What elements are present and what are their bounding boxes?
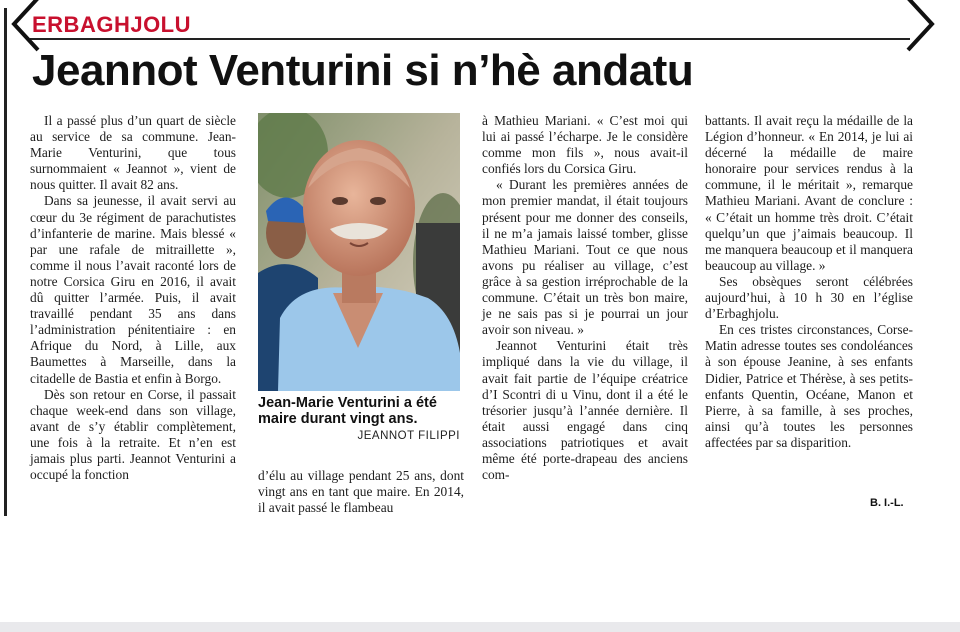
portrait-photo <box>258 113 460 391</box>
author-signature: B. I.-L. <box>870 497 904 509</box>
paragraph: Dans sa jeunesse, il avait servi au cœur du 3e régiment de parachutistes d’infanterie de marine. Mais blessé « par une rafale de mitraillette », comme il nous l’avait raconté lors de notre Corsica Giru en 2016, il avait dû quitter l’armée. Puis, il avait travaillé pendant 35 ans dans l’administration pénitentiaire : en Afrique du Nord, à Lille, aux Baumettes à Marseille, dans la citadelle de Bastia et enfin à Borgo. <box>30 193 236 386</box>
column-4 <box>705 113 913 451</box>
paragraph: Jeannot Venturini était très impliqué dans la vie du village, il avait fait partie de l’équipe créatrice d’I Scontri di u Vinu, dont il a été le trésorier jusqu’à l’année dernière. Il était aussi engagé dans cinq associations patriotiques et avait même été porte-drapeau des anciens com- <box>482 338 688 483</box>
chevron-right-icon[interactable] <box>900 0 940 54</box>
section-rule <box>30 38 910 40</box>
headline: Jeannot Venturini si n’hè andatu <box>32 46 694 95</box>
paragraph: En ces tristes circonstances, Corse-Matin adresse toutes ses condoléances à son épouse Jeanine, à ses enfants Didier, Patrice et Thérèse, à ses petits-enfants Quentin, Océane, Manon et Pierre, à sa famille, à ses proches, ainsi qu’à toutes les personnes affectées par sa disparition. <box>705 322 913 450</box>
paragraph: battants. Il avait reçu la médaille de la Légion d’honneur. « En 2014, je lui ai décerné la médaille de maire honoraire pour services rendus à la commune, il le méritait », remarque Mathieu Mariani. Avant de conclure : « C’était un homme très droit. C’était quelqu’un que j’aimais beaucoup. Il me manquera beaucoup et il manquera beaucoup au village. » <box>705 113 913 273</box>
paragraph: d’élu au village pendant 25 ans, dont vingt ans en tant que maire. En 2014, il avait passé le flambeau <box>258 468 464 516</box>
photo-credit: JEANNOT FILIPPI <box>357 430 460 442</box>
photo-caption: Jean-Marie Venturini a été maire durant vingt ans. <box>258 395 437 427</box>
paragraph: « Durant les premières années de mon premier mandat, il était toujours présent pour me donner des conseils, il ne m’a jamais laissé tomber, glisse Mathieu Mariani. Tout ce que nous avons pu réaliser au village, c’est grâce à sa gestion irréprochable de la commune. C’était un très bon maire, je ne sais pas si je pourrai un jour avoir son niveau. » <box>482 177 688 338</box>
column-2 <box>258 468 464 516</box>
paragraph: Il a passé plus d’un quart de siècle au service de sa commune. Jean-Marie Venturini, que tous surnommaient « Jeannot », vient de nous quitter. Il avait 82 ans. <box>30 113 236 193</box>
paragraph: à Mathieu Mariani. « C’est moi qui lui ai passé l’écharpe. Je le considère comme mon fils », nous avait-il confiés lors du Corsica Giru. <box>482 113 688 177</box>
bottom-bar <box>0 622 960 632</box>
paragraph: Dès son retour en Corse, il passait chaque week-end dans son village, avant de s’y établir complètement, une fois à la retraite. Et n’en est jamais plus parti. Jeannot Venturini a occupé la fonction <box>30 386 236 483</box>
section-title: ERBAGHJOLU <box>32 12 192 37</box>
left-border <box>4 8 7 516</box>
paragraph: Ses obsèques seront célébrées aujourd’hui, à 10 h 30 en l’église d’Erbaghjolu. <box>705 273 913 322</box>
column-3 <box>482 113 688 483</box>
column-1 <box>30 113 236 483</box>
